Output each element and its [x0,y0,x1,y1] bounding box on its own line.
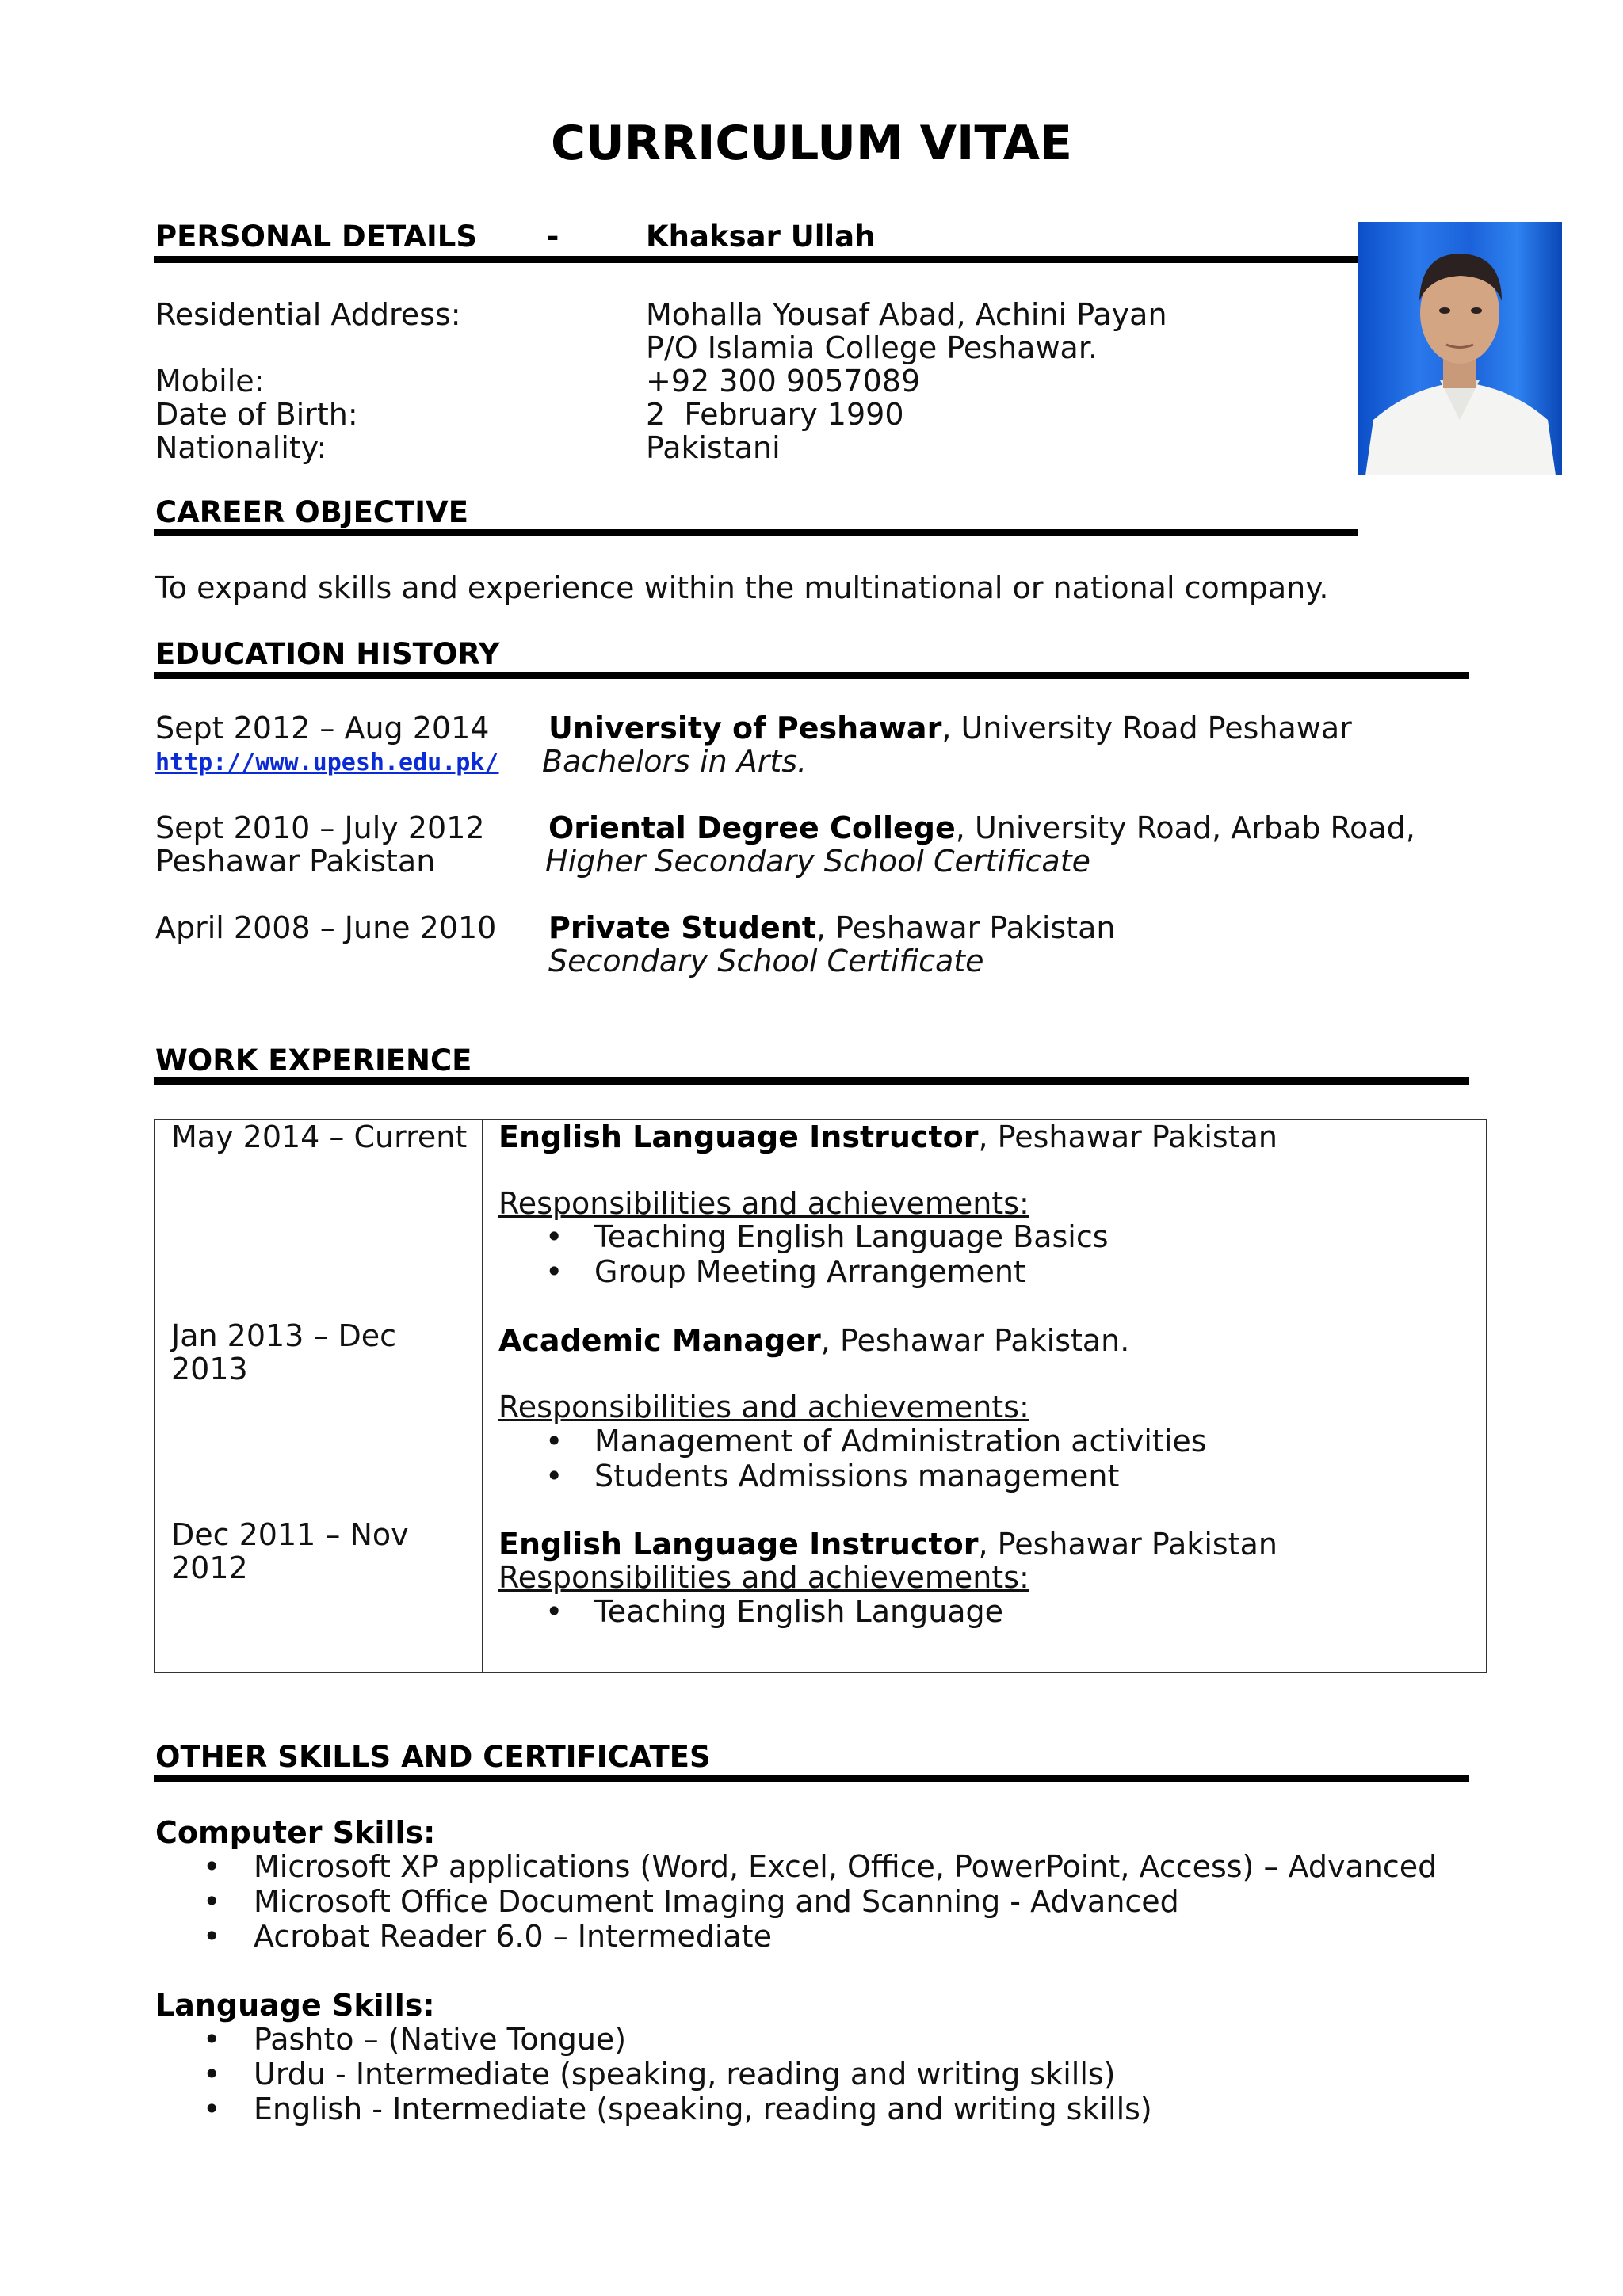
language-skill-item: Pashto – (Native Tongue) [254,2022,627,2057]
career-objective-rule [154,529,1358,536]
education-qualification: Secondary School Certificate [548,944,984,978]
work-role: Academic Manager [498,1323,821,1358]
work-entry [498,1324,1129,1357]
education-entry [548,711,1352,745]
bullet-icon: • [545,1594,563,1629]
education-date: Sept 2012 – Aug 2014 [155,711,490,746]
career-objective-heading: CAREER OBJECTIVE [155,495,468,529]
responsibilities-label: Responsibilities and achievements: [498,1390,1029,1425]
work-role: English Language Instructor [498,1527,979,1562]
work-location: , Peshawar Pakistan. [820,1323,1130,1358]
work-entry [498,1120,1277,1154]
work-date: May 2014 – Current [171,1119,468,1154]
bullet-icon: • [203,2092,221,2126]
candidate-name: Khaksar Ullah [646,219,876,254]
address-line-2: P/O Islamia College Peshawar. [646,330,1098,365]
profile-photo [1358,222,1562,475]
education-date: Sept 2010 – July 2012 [155,810,485,845]
responsibilities-label: Responsibilities and achievements: [498,1560,1029,1595]
skills-rule [154,1775,1469,1782]
work-date: 2012 [171,1550,248,1585]
language-skill-item: Urdu - Intermediate (speaking, reading and writing skills) [254,2057,1116,2092]
education-qualification: Higher Secondary School Certificate [545,844,1090,879]
page-title: CURRICULUM VITAE [550,116,1073,171]
heading-dash: - [547,219,559,254]
bullet-icon: • [203,1849,221,1884]
language-skill-item: English - Intermediate (speaking, reading and writing skills) [254,2092,1152,2126]
work-location: , Peshawar Pakistan [978,1119,1277,1154]
skills-heading: OTHER SKILLS AND CERTIFICATES [155,1740,711,1774]
address-line-1: Mohalla Yousaf Abad, Achini Payan [646,297,1167,332]
responsibility-item: Teaching English Language [594,1594,1004,1629]
computer-skills-label: Computer Skills: [155,1815,436,1850]
personal-details-heading: PERSONAL DETAILS [155,219,478,254]
address-label: Residential Address: [155,297,461,332]
education-location: , Peshawar Pakistan [815,910,1116,945]
work-location: , Peshawar Pakistan [978,1527,1277,1562]
work-date: Dec 2011 – Nov [171,1517,409,1552]
university-website-link[interactable]: http://www.upesh.edu.pk/ [155,749,499,776]
education-sub-location: Peshawar Pakistan [155,844,436,879]
education-institution: University of Peshawar [548,711,942,746]
responsibility-item: Management of Administration activities [594,1424,1207,1459]
education-qualification: Bachelors in Arts. [542,744,808,779]
education-location: , University Road Peshawar [941,711,1352,746]
work-entry [498,1527,1277,1561]
personal-details-rule [154,256,1358,263]
bullet-icon: • [545,1459,563,1493]
bullet-icon: • [203,1919,221,1954]
dob-value: 2 February 1990 [646,397,904,432]
education-institution: Oriental Degree College [548,810,956,845]
nationality-label: Nationality: [155,430,327,465]
computer-skill-item: Microsoft XP applications (Word, Excel, Office, PowerPoint, Access) – Advanced [254,1849,1438,1884]
education-date: April 2008 – June 2010 [155,910,497,945]
bullet-icon: • [203,2057,221,2092]
bullet-icon: • [545,1219,563,1254]
responsibility-item: Students Admissions management [594,1459,1120,1493]
education-rule [154,672,1469,679]
work-experience-table [154,1119,1487,1673]
nationality-value: Pakistani [646,430,781,465]
career-objective-text: To expand skills and experience within the multinational or national company. [155,570,1329,605]
education-heading: EDUCATION HISTORY [155,637,500,671]
work-details-column [483,1119,1487,1672]
bullet-icon: • [203,1884,221,1919]
responsibility-item: Group Meeting Arrangement [594,1254,1025,1289]
education-location: , University Road, Arbab Road, [955,810,1415,845]
education-entry [548,811,1415,845]
language-skills-label: Language Skills: [155,1988,435,2023]
education-institution: Private Student [548,910,816,945]
work-role: English Language Instructor [498,1119,979,1154]
responsibilities-label: Responsibilities and achievements: [498,1186,1029,1221]
education-entry [548,911,1115,944]
mobile-label: Mobile: [155,364,265,399]
work-date: Jan 2013 – Dec 2013 [171,1318,397,1386]
dob-label: Date of Birth: [155,397,358,432]
work-experience-rule [154,1077,1469,1085]
bullet-icon: • [545,1254,563,1289]
portrait-illustration [1358,222,1562,475]
work-experience-heading: WORK EXPERIENCE [155,1043,472,1077]
computer-skill-item: Microsoft Office Document Imaging and Scanning - Advanced [254,1884,1179,1919]
bullet-icon: • [545,1424,563,1459]
bullet-icon: • [203,2022,221,2057]
work-dates-column [155,1119,483,1672]
computer-skill-item: Acrobat Reader 6.0 – Intermediate [254,1919,772,1954]
responsibility-item: Teaching English Language Basics [594,1219,1109,1254]
mobile-value: +92 300 9057089 [646,364,921,399]
